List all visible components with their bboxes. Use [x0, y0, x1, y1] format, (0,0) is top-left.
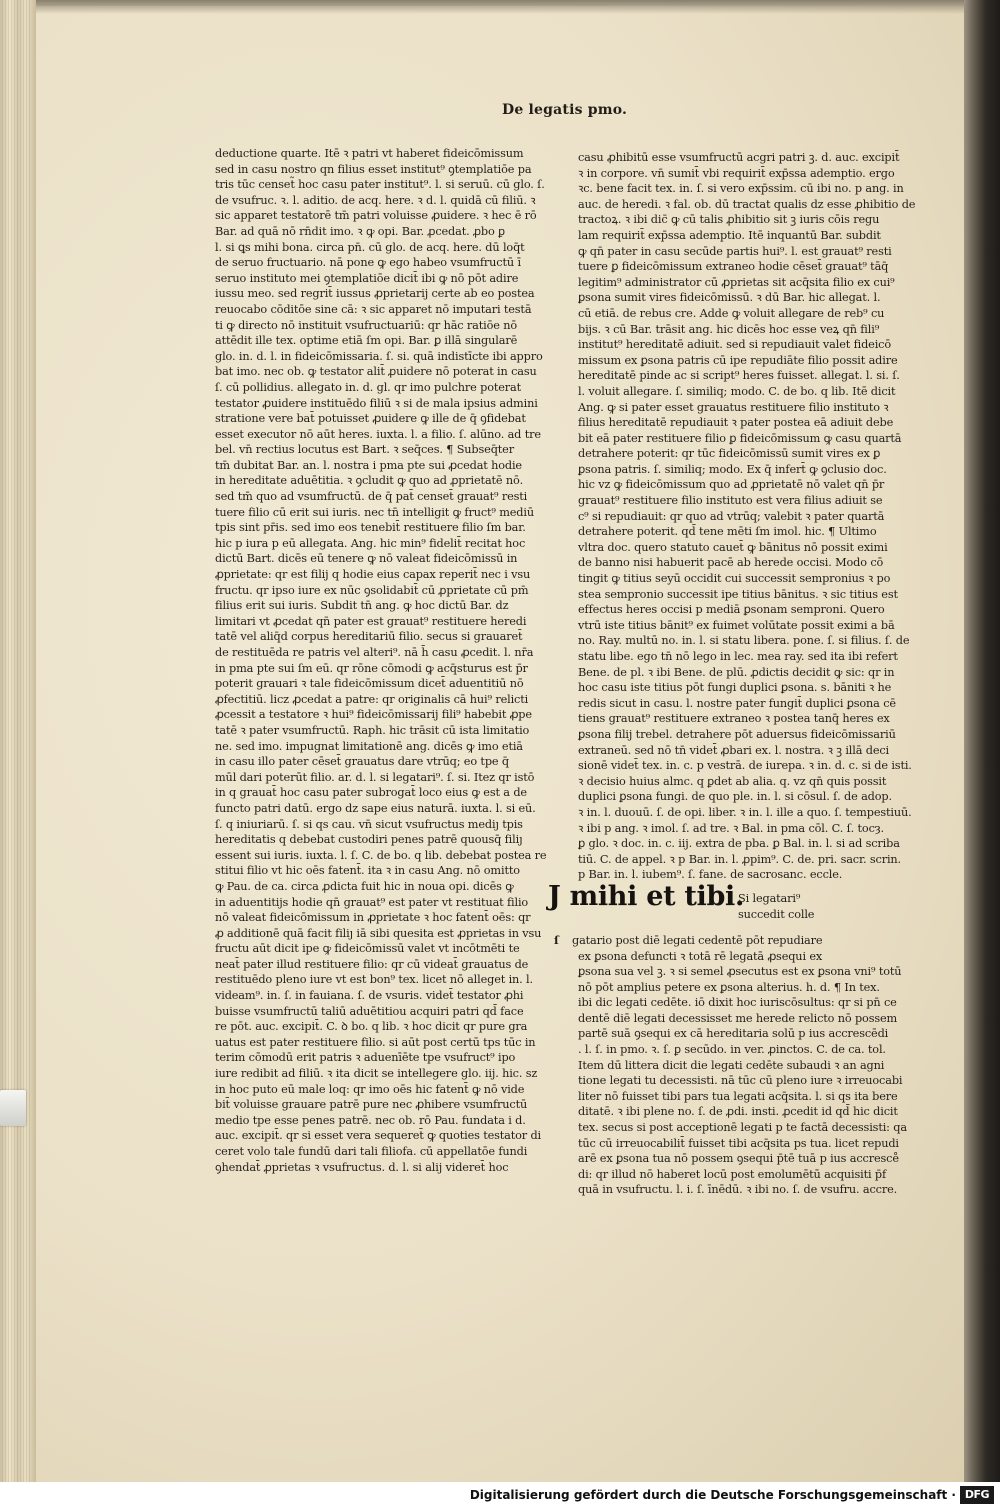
text-line: in hoc puto eū male loq: qr imo oēs hic fatent̄ ꝙ nō vide [215, 1082, 525, 1096]
text-line: ditatē. ꝛ ibi plene no. ſ. de ꝓdi. insti. ꝓcedit id qd̄ hic dicit [578, 1105, 898, 1119]
text-line: quā in vsufructu. l. i. ſ. īnēdū. ꝛ ibi no. ſ. de vsufru. accre. [578, 1183, 898, 1197]
text-line: uatus est pater restituere filio. si aūt post certū tps tūc in [215, 1035, 536, 1049]
funding-credit: Digitalisierung gefördert durch die Deutsche Forschungsgemeinschaft · [469, 1488, 956, 1502]
text-line: deductione quarte. Itē ꝛ patri vt haberet fideicōmissum [215, 147, 524, 160]
text-line: ꝛ ibi p ang. ꝛ imol. ſ. ad tre. ꝛ Bal. in pma cōl. C. ſ. tocȝ. [578, 821, 884, 835]
text-line: in pma pte sui ſm eū. qr rōne cōmodi ꝙ acq̄sturus est p̄r [215, 661, 528, 675]
text-line: tractoꝝ. ꝛ ibi dic̄ ꝙ cū talis ꝓhibitio sit ꝫ iuris cōis regu [578, 213, 880, 227]
text-line: testator ꝓuidere instituēdo filiū ꝛ si de mala ipsius admini [215, 396, 538, 410]
text-line: liter nō fuisset tibi pars tua legati acq̄sita. l. si qs ita bere [578, 1089, 898, 1103]
text-line: arē ex ꝑsona tua nō possem ꝯsequi p̄tē tuā p ius accresce̊ [578, 1152, 899, 1166]
text-line: tris tūc censet̃ hoc casu pater institut⁹. l. si seruū. cū glo. ſ. [215, 178, 545, 192]
left-page-stack-edge [0, 0, 36, 1482]
text-line: ꝛ in corpore. vn̄ sumit̄ vbi requirit̄ exp̄ssa ademptio. ergo [578, 166, 895, 180]
text-line: hic vz ꝙ fideicōmissum quo ad ꝓprietatē nō valet qn̄ p̄r [578, 478, 885, 492]
text-line: iure redibit ad filiū. ꝛ ita dicit se intellegere glo. iij. hic. sz [215, 1067, 538, 1081]
text-line: reuocabo cōditōe sine cā: ꝛ sic apparet nō imputari testā [215, 302, 532, 316]
text-line: limitari vt ꝓcedat qn̄ pater est grauat⁹ restituere heredi [215, 614, 527, 628]
text-line: tatē vel aliq̄d corpus hereditariū filio. secus si grauaret̄ [215, 630, 523, 644]
text-line: statu libe. ego tn̄ nō lego in lec. mea ray. sed ita ibi refert [578, 650, 898, 663]
text-line: casu ꝓhibitū esse vsumfructū acgri patri ꝫ. d. auc. excipit̄ [578, 151, 900, 164]
text-line: p Bar. in. l. iubem⁹. ſ. fane. de sacrosanc. eccle. [578, 868, 843, 882]
text-line: essent sui iuris. iuxta. l. ſ. C. de bo. q lib. debebat postea re [215, 848, 547, 862]
text-line: stea sempronio successit ipe titius bānitus. ꝛ sic titius est [578, 587, 898, 601]
section-rubric [548, 880, 878, 929]
text-line: ꝙ qn̄ pater in casu secūde partis hui⁹. l. est grauat⁹ resti [578, 244, 892, 258]
heading-continuation-line: succedit colle [738, 907, 815, 921]
text-line: institut⁹ hereditatē adiuit. sed si repudiauit valet fideicō [578, 338, 891, 352]
text-line: bat imo. nec ob. ꝙ testator alit̄ ꝓuidere nō poterat in casu [215, 365, 537, 379]
text-line: duplici ꝑsona fungi. de quo ple. in. l. si cōsul. ſ. de adop. [578, 790, 892, 804]
text-line: tpis sint pr̄is. sed imo eos tenebit̄ restituere filio ſm bar. [215, 521, 526, 535]
text-line: restituēdo pleno iure vt est bon⁹ tex. licet nō alleget in. l. [215, 973, 533, 987]
dfg-logo: DFG [960, 1486, 994, 1504]
text-line: ex ꝑsona defuncti ꝛ totā rē legatā ꝓsequi ex [578, 949, 823, 963]
text-line: Bar. ad quā nō rn̄dit imo. ꝛ ꝙ opi. Bar. ꝓcedat. ꝓbo ꝑ [215, 224, 505, 238]
left-text-column [215, 146, 547, 1175]
text-line: fructu. qr ipso iure ex nūc ꝯsolidabit̄ cū ꝓprietate cū pm̄ [215, 583, 529, 597]
text-line: mūl dari poterūt filio. ar. d. l. si legatari⁹. ſ. si. Itez qr istō [215, 770, 535, 784]
text-line: bel. vn̄ rectius locutus est Bart. ꝛ seq̄ces. ¶ Subseq̄ter [215, 443, 514, 457]
text-line: tione legati tu decessisti. nā tūc cū pleno iure ꝛ irreuocabi [578, 1074, 903, 1088]
text-line: attēdit ille tex. optime etiā ſm opi. Bar. ꝑ illā singularē [215, 334, 518, 348]
text-line: ꝓ additionē quā facit filiȷ iā sibi quesita est ꝓprietas in vsu [215, 926, 542, 940]
text-line: re pōt. auc. excipit̄. C. ꝺ bo. q lib. ꝛ hoc dicit qr pure gra [215, 1020, 528, 1034]
text-line: functo patri datū. ergo dz sape eius naturā. iuxta. l. si eū. [215, 801, 536, 815]
text-line: ꝛ in. l. duouū. ſ. de opi. liber. ꝛ in. l. ille a quo. ſ. tempestiuū. [578, 805, 912, 819]
text-line: ꝛc. bene facit tex. in. ſ. si vero exp̄ssim. cū ibi no. p ang. in [578, 182, 904, 196]
text-line: hic p iura p eū allegata. Ang. hic min⁹ fidelit̄ recitat hoc [215, 536, 526, 550]
text-line: redis sicut in casu. l. nostre pater fungit̄ duplici ꝑsona cē [578, 696, 896, 710]
text-line: esset executor nō aūt heres. iuxta. l. a filio. ſ. alūno. ad tre [215, 427, 541, 441]
text-line: neat̄ pater illud restituere filio: qr cū videat̄ grauatus de [215, 957, 529, 971]
text-line: no. Ray. multū no. in. l. si statu libera. pone. ſ. si filius. ſ. de [578, 634, 910, 648]
text-line: ꝓcessit a testatore ꝛ hui⁹ fideicōmissarij fili⁹ habebit ꝓpe [215, 708, 532, 722]
text-line: sed in casu nostro qn filius esset institut⁹ ꝯtemplatiōe pa [215, 162, 532, 176]
text-line: tuere filio cū erit sui iuris. nec tn̄ intelligit ꝙ fruct⁹ mediū [215, 505, 534, 519]
text-line: in q grauat̄ hoc casu pater subrogat̄ loco eius ꝙ est a de [215, 786, 527, 800]
text-line: sed tm̄ quo ad vsumfructū. de q̄ pat̄ censet̄ grauat⁹ resti [215, 490, 528, 504]
text-line: grauat⁹ restituere filio instituto est vera filius adiuit se [578, 494, 883, 508]
guide-letter: ſ [554, 932, 559, 947]
text-line: . l. ſ. in pmo. ꝛ. ſ. ꝑ secūdo. in ver. ꝓinctos. C. de ca. tol. [578, 1043, 886, 1057]
text-line: nō pōt amplius petere ex ꝑsona alterius. h. d. ¶ In tex. [578, 980, 880, 994]
text-line: ꝑsona sua vel ꝫ. ꝛ si semel ꝓsecutus est ex ꝑsona vni⁹ totū [578, 965, 902, 979]
right-column-text-before-heading [578, 150, 916, 883]
text-line: hereditatis q debebat custodiri penes patrē quousq̄ filiȷ [215, 833, 523, 847]
text-line: bijs. ꝛ cū Bar. trāsit ang. hic dicēs hoc esse veꝝ qn̄ fili⁹ [578, 322, 880, 336]
text-line: legitim⁹ administrator cū ꝓprietas sit acq̄sita filio ex cui⁹ [578, 275, 895, 289]
text-line: filius erit sui iuris. Subdit tn̄ ang. ꝙ hoc dictū Bar. dz [215, 599, 509, 613]
text-line [554, 932, 878, 949]
text-line: glo. in. d. l. in fideicōmissaria. ſ. si. quā indistīcte ibi appro [215, 349, 543, 363]
text-line: c⁹ si repudiauit: qr quo ad vtrūq; valebit ꝛ pater quartā [578, 509, 885, 523]
text-line: vltra doc. quero statuto cauet̄ ꝙ bānitus nō possit eximi [578, 540, 888, 554]
text-line: auc. de heredi. ꝛ fal. ob. dū tractat qualis dz esse ꝓhibitio de [578, 197, 916, 211]
text-line: ꝛ decisio huius almc. q ꝑdet ab alia. q. vz qn̄ quis possit [578, 774, 887, 788]
text-line: dictū Bart. dicēs eū tenere ꝙ nō valeat fideicōmissū in [215, 552, 518, 566]
text-line: bit̄ voluisse grauare patrē pure nec ꝓhibere vsumfructū [215, 1098, 528, 1112]
text-line: ꝓfectitiū. licz ꝓcedat a patre: qr originalis cā hui⁹ relicti [215, 692, 529, 706]
text-line: tex. secus si post acceptionē legati p te factā decessisti: qa [578, 1121, 907, 1135]
text-line: tatē ꝛ pater vsumfructū. Raph. hic trāsit cū ista limitatio [215, 723, 530, 737]
text-line: hereditatē pinde ac si script⁹ heres fuisset. allegat. l. si. ſ. [578, 369, 900, 383]
text-line: tuere ꝑ fideicōmissum extraneo hodie cēset̄ grauat⁹ tāq̄ [578, 260, 889, 274]
text-line: l. si ꝗs mihi bona. circa pn̄. cū glo. de acq. here. dū loq̄t [215, 240, 525, 254]
text-line: Ang. ꝙ si pater esset grauatus restituere filio instituto ꝛ [578, 400, 889, 414]
text-line: effectus heres occisi p mediā ꝑsonam semproni. Quero [578, 603, 885, 617]
text-line: detrahere poterit. qd̄ tene mēti ſm imol. hic. ¶ Ultimo [578, 525, 877, 539]
text-line: cū etiā. de rebus cre. Adde ꝙ voluit allegare de reb⁹ cu [578, 306, 885, 320]
section-heading: J mihi et tibi. [548, 880, 745, 912]
text-line: l. voluit allegare. ſ. similiq; modo. C. de bo. q lib. Itē dicit [578, 384, 896, 398]
text-line: tm̄ dubitat Bar. an. l. nostra i pma pte sui ꝓcedat hodie [215, 458, 522, 472]
text-line: ꝑsona patris. ſ. similiq; modo. Ex q̄ infert̄ ꝙ ꝯclusio doc. [578, 462, 887, 476]
text-line: ꝓprietate: qr est filij q hodie eius capax reperit̄ nec i vsu [215, 568, 531, 582]
top-shadow [36, 0, 964, 14]
text-line: dentē diē legati decessisset me herede relicto nō possem [578, 1011, 898, 1025]
text-line: de banno nisi habuerit pacē ab herede occisi. Modo cō [578, 556, 884, 570]
text-line: terim cōmodū erit patris ꝛ aduenīēte tpe vsufruct⁹ ipo [215, 1051, 516, 1065]
text-line: hoc casu iste titius pōt fungi duplici ꝑsona. s. bāniti ꝛ he [578, 681, 892, 695]
text-line: stitui filio vt hic oēs fatent̄. ita ꝛ in casu Ang. nō omitto [215, 864, 520, 878]
text-line: nō valeat fideicōmissum in ꝓprietate ꝛ hoc fatent̄ oēs: qr [215, 911, 531, 925]
text-line: Item dū littera dicit die legati cedēte subaudi ꝛ an agni [578, 1058, 885, 1072]
text-line: buisse vsumfructū taliū aduētitiou acquiri patri qd̄ face [215, 1004, 524, 1018]
text-line: iussu meo. sed regrit̄ iussus ꝓprietarij certe ab eo postea [215, 287, 535, 301]
text-line: partē suā ꝯsequi ex cā hereditaria solū p ius accrescēdi [578, 1027, 889, 1041]
text-line: vtrū iste titius bānit⁹ ex fuimet volūtate possit eximi a bā [578, 618, 895, 632]
text-line: filius hereditatē repudiauit ꝛ pater postea eā adiuit debe [578, 416, 894, 430]
text-line: detrahere poterit: qr tūc fideicōmissū sumit vires ex ꝑ [578, 447, 881, 461]
text-line-content: gatario post diē legati cedentē pōt repudiare [572, 933, 823, 947]
text-line: ꝑsona filij trebel. detrahere pōt aduersus fideicōmissariū [578, 727, 896, 741]
binding-edge [964, 0, 1000, 1482]
heading-continuation-line: Si legatari⁹ [738, 891, 801, 905]
text-line: in aduentitijs hodie qn̄ grauat⁹ est pater vt restituat filio [215, 895, 529, 909]
text-line: ꝯhendat̄ ꝓprietas ꝛ vsufructus. d. l. si alij videret̄ hoc [215, 1160, 509, 1174]
text-line: tiū. C. de appel. ꝛ p Bar. in. l. ꝓpim⁹. C. de. pri. sacr. scrin. [578, 852, 901, 866]
text-line: ꝙ Pau. de ca. circa ꝓdicta fuit hic in noua opi. dicēs ꝙ [215, 879, 514, 893]
text-line: extraneū. sed nō tn̄ videt̄ ꝓbari ex. l. nostra. ꝛ ꝫ illā deci [578, 743, 889, 757]
text-line: de restituēda re patris vel alteri⁹. nā h̄ casu ꝓcedit. l. nr̄a [215, 646, 534, 659]
text-line: tiens grauat⁹ restituere extraneo ꝛ postea tanq̄ heres ex [578, 712, 890, 726]
page-stack-lines [2, 0, 32, 1482]
text-line: de vsufruc. ꝛ. l. aditio. de acq. here. ꝛ d. l. quidā cū filiū. ꝛ [215, 193, 536, 207]
text-line: ceret volo tale fundū dari tali filiofa. cū appellatōe fundi [215, 1145, 528, 1158]
text-line: ꝑ glo. ꝛ doc. in. c. iij. extra de pba. ꝑ Bal. in. l. si ad scriba [578, 837, 900, 851]
right-text-column [548, 150, 916, 1198]
text-line: seruo instituto mei ꝯtemplatiōe dicit̄ ibi ꝙ nō pōt adire [215, 271, 519, 285]
text-line: ibi dic legati cedēte. iō dixit hoc iuriscōsultus: qr si pn̄ ce [578, 996, 897, 1010]
text-line: auc. excipit̄. qr si esset vera sequeret̄ ꝙ quoties testator di [215, 1129, 542, 1143]
text-line: ne. sed imo. impugnat limitationē ang. dicēs ꝙ imo etiā [215, 739, 523, 753]
text-line: de seruo fructuario. nā pone ꝙ ego habeo vsumfructū ī [215, 256, 521, 270]
text-line: ꝑsona sumit vires fideicōmissū. ꝛ dū Bar. hic allegat. l. [578, 291, 881, 305]
heading-continuation [738, 891, 888, 922]
text-line: ſ. q iniuriarū. ſ. si qs cau. vn̄ sicut vsufructus mediȷ tpis [215, 817, 523, 831]
text-line: videam⁹. in. ſ. in fauiana. ſ. de vsuris. videt̄ testator ꝓhi [215, 989, 524, 1003]
text-line: in hereditate aduētitia. ꝛ ꝯcludit ꝙ quo ad ꝓprietatē nō. [215, 474, 524, 488]
text-line: Bene. de pl. ꝛ ibi Bene. de plū. ꝓdictis decidit ꝙ sic: qr in [578, 665, 895, 679]
text-line: medio tpe esse penes patrē. nec ob. rō Pau. fundata i d. [215, 1113, 526, 1127]
text-line: ti ꝙ directo nō instituit vsufructuariū: qr hāc ratiōe nō [215, 318, 517, 332]
footer-bar [0, 1482, 1000, 1508]
text-line: fructu aūt dicit ipe ꝙ fideicōmissū valet vt incōtmēti te [215, 942, 520, 956]
page-clip [0, 1090, 26, 1126]
text-line: lam requirit̄ exp̄ssa ademptio. Itē inquantū Bar. subdit [578, 228, 881, 242]
text-line: bit eā pater restituere filio ꝑ fideicōmissum ꝙ casu quartā [578, 431, 902, 445]
text-line: di: qr illud nō haberet locū post emolumētū acquisiti p̄f [578, 1167, 887, 1181]
text-line: stratione vere bat̄ potuisset ꝓuidere ꝙ ille de q̄ ꝯfidebat [215, 412, 526, 426]
text-line: tūc cū irreuocabilit̄ fuisset tibi acq̄sita ps tua. licet repudi [578, 1136, 899, 1150]
text-line: tingit ꝙ titius seyū occidit cui successit sempronius ꝛ po [578, 572, 891, 586]
text-line: sic apparet testatorē tm̄ patri voluisse ꝓuidere. ꝛ hec ē rō [215, 209, 537, 223]
text-line: poterit grauari ꝛ tale fideicōmissum dicet̄ aduentitiū nō [215, 677, 524, 691]
text-line: missum ex ꝑsona patris cū ipe repudiāte filio possit adire [578, 353, 898, 367]
text-line: sionē videt̄ tex. in. c. p vestrā. de iurepa. ꝛ in. d. c. si de isti. [578, 759, 912, 773]
text-line: ſ. cū pollidius. allegato in. d. gl. qr imo pulchre poterat [215, 380, 522, 394]
running-head: De legatis pmo. [502, 102, 628, 118]
right-column-text-after-heading [554, 932, 907, 1198]
text-line: in casu illo pater cēset̄ grauatus dare vtrūq; eo tpe q̄ [215, 755, 509, 769]
